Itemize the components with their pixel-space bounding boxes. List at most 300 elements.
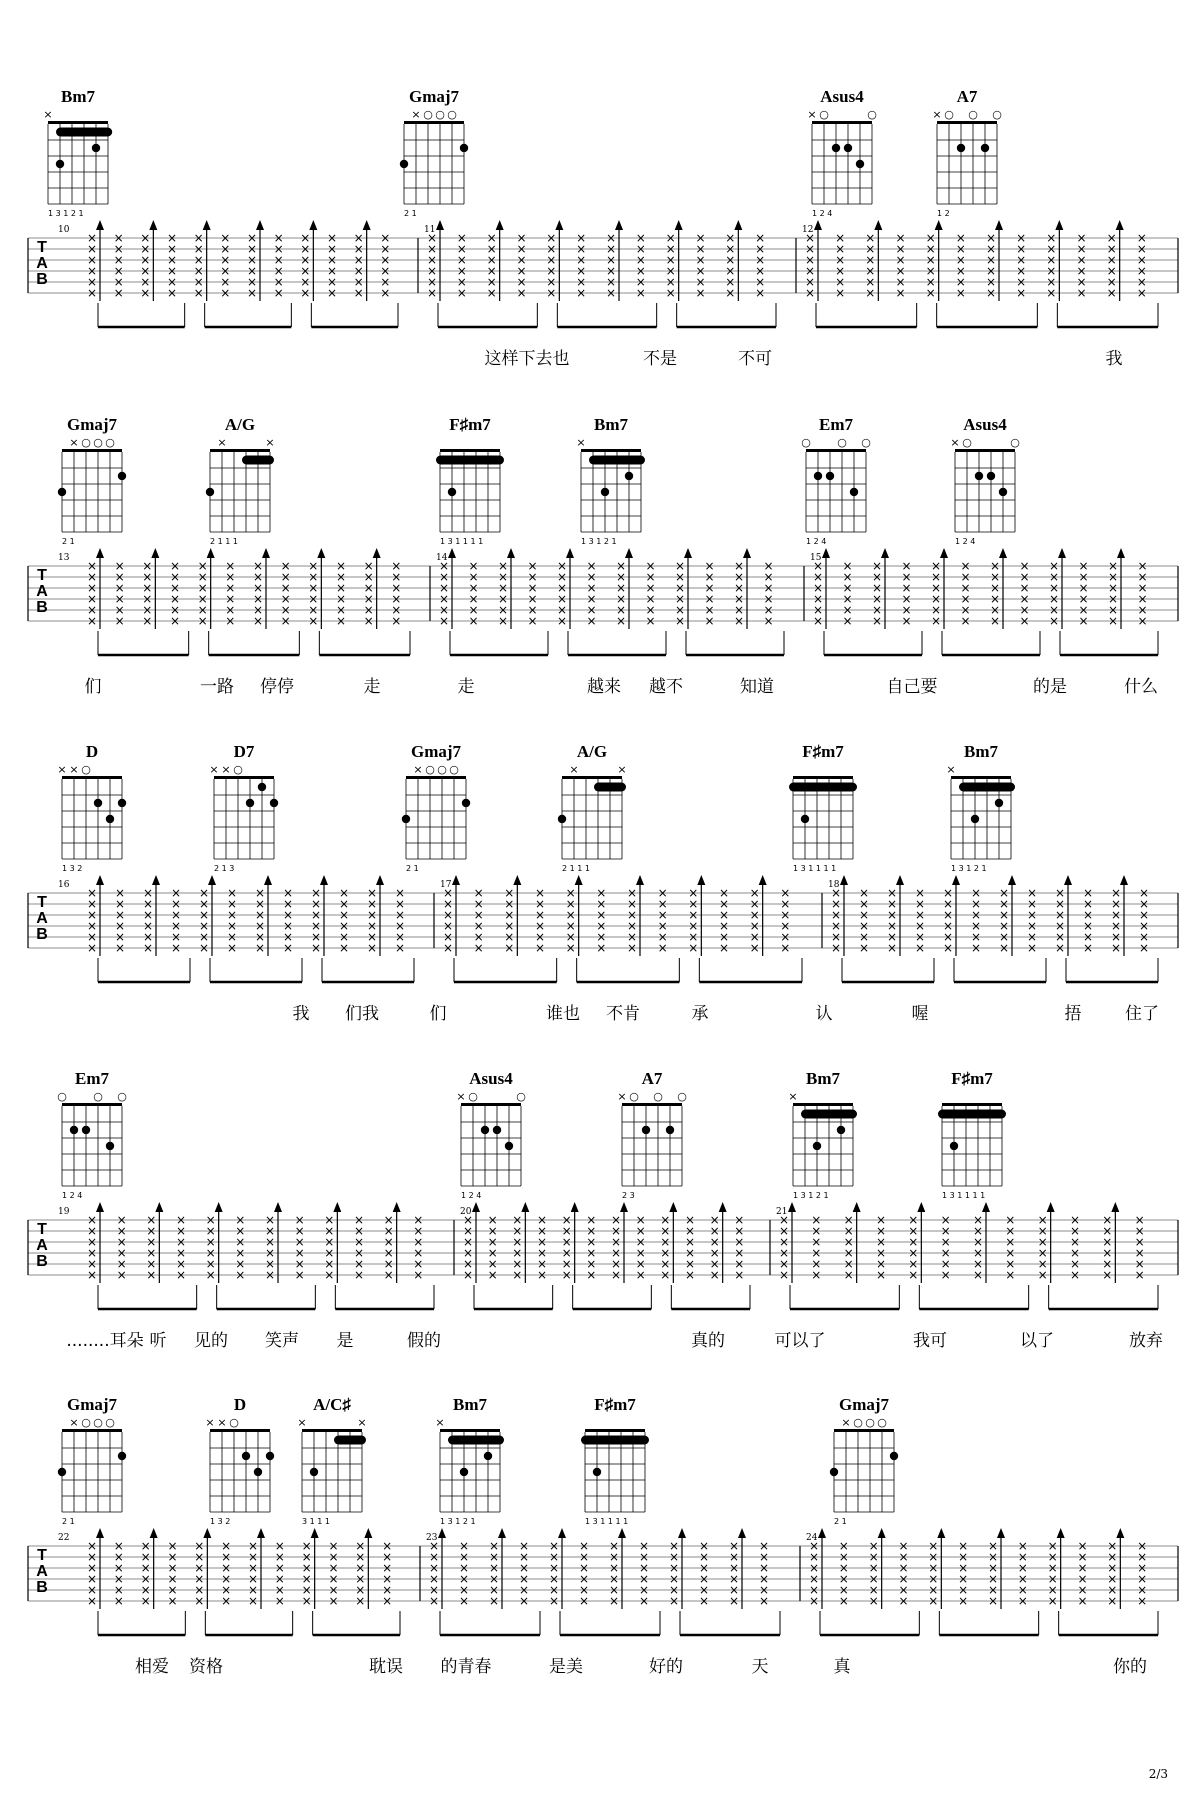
dead-note: × [462,1257,474,1271]
dead-note: × [758,1550,770,1564]
tab-staff [28,548,1178,655]
dead-note: × [527,592,538,606]
dead-note: × [413,1268,424,1282]
dead-note: × [282,897,294,911]
dead-note: × [294,1224,305,1238]
dead-note: × [1107,1561,1118,1575]
dead-note: × [462,1235,474,1249]
dead-note: × [733,581,745,595]
strum-stroke [809,1528,826,1609]
dead-note: × [808,1539,820,1553]
dead-note: × [335,559,347,573]
dead-note: × [734,1235,745,1249]
strum-stroke [627,875,644,956]
dead-note: × [324,1235,335,1249]
strum-stroke [928,1528,945,1609]
strum-stroke [380,231,390,300]
muted-string-mark: × [617,763,627,776]
dead-note: × [1102,1224,1113,1238]
dead-note: × [426,253,438,267]
dead-note: × [167,1550,178,1564]
dead-note: × [382,1561,393,1575]
dead-note: × [605,286,617,300]
dead-note: × [167,1539,178,1553]
measure-number: 23 [426,1533,438,1543]
dead-note: × [1077,1539,1088,1553]
finger-dot [593,1468,601,1476]
dead-note: × [635,264,646,278]
dead-note: × [987,1583,999,1597]
dead-note: × [960,570,971,584]
dead-note: × [462,1268,474,1282]
dead-note: × [1077,1594,1088,1608]
strum-stroke [327,231,337,300]
dead-note: × [1017,1539,1028,1553]
dead-note: × [576,242,587,256]
dead-note: × [426,286,438,300]
tab-clef-letter: B [36,271,48,288]
dead-note: × [668,1572,680,1586]
finger-dot [844,144,852,152]
dead-note: × [308,603,319,617]
finger-dot [801,815,809,823]
dead-note: × [167,1583,178,1597]
strum-stroke [194,1528,211,1609]
chord-name: Em7 [819,415,853,434]
dead-note: × [808,1594,820,1608]
dead-note: × [114,930,126,944]
dead-note: × [438,603,450,617]
dead-note: × [898,1572,909,1586]
measure-number: 24 [806,1533,818,1543]
dead-note: × [886,941,898,955]
dead-note: × [301,1572,312,1586]
dead-note: × [383,1235,394,1249]
dead-note: × [615,559,627,573]
chord-diagram [558,742,627,873]
dead-note: × [804,242,816,256]
dead-note: × [635,231,646,245]
dead-note: × [86,886,98,900]
lyric-text: 的青春 [440,1657,492,1677]
dead-note: × [113,1561,124,1575]
measure-number: 22 [58,1533,70,1543]
dead-note: × [1046,286,1057,300]
dead-note: × [353,1257,365,1271]
measure-number: 20 [460,1207,472,1217]
arrow-head [309,220,317,230]
dead-note: × [335,570,347,584]
dead-note: × [734,1224,745,1238]
dead-note: × [908,1257,919,1271]
dead-note: × [246,275,258,289]
string-marks [205,1416,238,1429]
finger-dot [890,1452,898,1460]
strum-stroke [498,548,515,629]
finger-dot [625,472,633,480]
dead-note: × [413,1224,424,1238]
strum-stroke [1077,1539,1087,1608]
arrow-head [636,875,644,885]
dead-note: × [668,1561,680,1575]
dead-note: × [516,275,527,289]
chord-name: Bm7 [594,415,628,434]
strum-stroke [221,1539,231,1608]
chord-name: Gmaj7 [66,415,118,434]
dead-note: × [665,231,676,245]
dead-note: × [169,581,181,595]
dead-note: × [780,908,791,922]
dead-note: × [955,275,966,289]
tab-clef-letter: A [36,910,48,927]
dead-note: × [586,559,597,573]
dead-note: × [86,614,98,628]
dead-note: × [930,570,942,584]
dead-note: × [273,231,284,245]
measure-number: 10 [58,225,70,235]
dead-note: × [512,1246,523,1260]
dead-note: × [668,1583,680,1597]
strum-stroke [780,886,790,955]
dead-note: × [1110,930,1122,944]
arrow-head [262,548,270,558]
dead-note: × [458,1594,470,1608]
dead-note: × [382,1583,393,1597]
arrow-head [1058,548,1066,558]
dead-note: × [626,930,638,944]
dead-note: × [985,231,997,245]
dead-note: × [998,886,1010,900]
dead-note: × [989,614,1001,628]
dead-note: × [749,941,760,955]
strum-stroke [636,1213,646,1282]
measure-number: 19 [58,1207,70,1217]
arrow-head [878,1528,886,1538]
tab-staff [28,220,1178,327]
dead-note: × [254,908,266,922]
open-string-mark: ○ [853,1416,863,1429]
chord-nut [834,1429,894,1432]
dead-note: × [1016,253,1027,267]
dead-note: × [170,886,182,900]
dead-note: × [1047,1572,1058,1586]
dead-note: × [998,941,1010,955]
open-string-mark: ○ [105,1416,115,1429]
strum-stroke [835,231,845,300]
dead-note: × [1082,919,1094,933]
dead-note: × [114,570,125,584]
muted-string-mark: × [297,1416,307,1429]
arrow-head [363,220,371,230]
strum-stroke [549,1528,566,1609]
dead-note: × [473,897,484,911]
dead-note: × [140,1561,151,1575]
dead-note: × [1046,242,1057,256]
dead-note: × [220,275,231,289]
dead-note: × [865,231,876,245]
dead-note: × [221,1583,232,1597]
dead-note: × [1138,930,1150,944]
chord-diagram [938,1069,1006,1200]
dead-note: × [300,264,311,278]
arrow-head [788,1202,796,1212]
dead-note: × [353,1268,365,1282]
dead-note: × [310,941,322,955]
dead-note: × [608,1594,620,1608]
finger-numbers: 1 3 2 [62,864,83,873]
dead-note: × [175,1257,187,1271]
chord-diagram [206,415,275,546]
chord-diagram [789,742,857,873]
dead-note: × [308,570,319,584]
dead-note: × [565,897,576,911]
dead-note: × [698,1539,710,1553]
dead-note: × [901,581,912,595]
dead-note: × [626,886,638,900]
dead-note: × [830,908,842,922]
chord-diagram [456,1069,525,1200]
dead-note: × [383,1268,394,1282]
dead-note: × [518,1572,530,1586]
chord-name: Bm7 [453,1395,487,1414]
muted-string-mark: × [43,108,53,121]
lyric-text: 真的 [691,1331,725,1351]
dead-note: × [838,1583,849,1597]
chord-name: Gmaj7 [838,1395,890,1414]
strum-stroke [1111,875,1128,956]
string-marks [209,763,242,776]
finger-numbers: 1 3 1 2 1 [48,209,84,218]
tab-clef-letter: A [36,255,48,272]
finger-dot [68,128,76,136]
dead-note: × [578,1550,590,1564]
chord-barre [594,783,626,792]
dead-note: × [972,1224,984,1238]
dead-note: × [928,1539,939,1553]
dead-note: × [442,908,454,922]
dead-note: × [534,941,546,955]
dead-note: × [338,908,350,922]
dead-note: × [300,286,311,300]
dead-note: × [140,286,151,300]
dead-note: × [426,231,438,245]
dead-note: × [86,1572,98,1586]
dead-note: × [426,242,438,256]
dead-note: × [998,897,1010,911]
dead-note: × [930,603,942,617]
strum-stroke [645,559,655,628]
dead-note: × [86,603,98,617]
dead-note: × [142,592,153,606]
open-string-mark: ○ [468,1090,478,1103]
chord-nut [440,1429,500,1432]
arrow-head [364,1528,372,1538]
dead-note: × [328,1594,339,1608]
dead-note: × [1005,1213,1016,1227]
dead-note: × [758,1561,770,1575]
dead-note: × [382,1550,393,1564]
dead-note: × [140,264,151,278]
dead-note: × [698,1594,710,1608]
strum-stroke [562,1202,579,1283]
dead-note: × [142,614,153,628]
tab-clef-letter: T [37,567,47,584]
dead-note: × [989,603,1001,617]
dead-note: × [704,570,715,584]
arrow-head [96,1528,104,1538]
strum-stroke [225,559,235,628]
dead-note: × [728,1550,740,1564]
lyric-text: 不是 [643,349,677,369]
chord-diagram [400,87,468,218]
dead-note: × [586,570,597,584]
strum-stroke [255,875,272,956]
dead-note: × [442,897,454,911]
chord-name: Gmaj7 [410,742,462,761]
strum-stroke [302,1528,319,1609]
finger-dot [558,815,566,823]
dead-note: × [871,581,883,595]
dead-note: × [546,286,557,300]
dead-note: × [548,1561,560,1575]
finger-dot [118,1452,126,1460]
dead-note: × [610,1235,622,1249]
dead-note: × [413,1257,424,1271]
dead-note: × [488,1561,500,1575]
dead-note: × [657,919,668,933]
dead-note: × [86,1583,98,1597]
dead-note: × [142,581,153,595]
dead-note: × [205,1257,216,1271]
dead-note: × [518,1561,530,1575]
dead-note: × [252,581,264,595]
dead-note: × [660,1268,671,1282]
dead-note: × [246,286,258,300]
lyric-text: 好的 [649,1657,683,1677]
finger-dot [981,144,989,152]
dead-note: × [684,1246,696,1260]
dead-note: × [958,1594,969,1608]
string-marks [569,763,626,776]
dead-note: × [1082,886,1094,900]
dead-note: × [755,286,766,300]
strum-stroke [176,1213,186,1282]
dead-note: × [468,603,479,617]
dead-note: × [835,264,846,278]
dead-note: × [497,603,509,617]
dead-note: × [86,919,98,933]
dead-note: × [113,1594,124,1608]
dead-note: × [835,286,846,300]
strum-stroke [487,220,504,301]
dead-note: × [635,242,646,256]
strum-stroke [537,1213,547,1282]
dead-note: × [458,1583,470,1597]
lyric-text: 相爱 [135,1657,169,1677]
dead-note: × [166,275,178,289]
strum-stroke [606,220,623,301]
dead-note: × [758,1583,770,1597]
dead-note: × [1134,1257,1145,1271]
open-string-mark: ○ [117,1090,127,1103]
chord-name: F♯m7 [951,1069,993,1088]
dead-note: × [1107,581,1119,595]
dead-note: × [116,1213,127,1227]
dead-note: × [169,592,181,606]
dead-note: × [86,581,98,595]
dead-note: × [835,275,846,289]
chord-diagram [435,1395,504,1526]
strum-stroke [611,1202,628,1283]
dead-note: × [86,592,98,606]
dead-note: × [605,264,617,278]
dead-note: × [247,1583,259,1597]
dead-note: × [394,908,406,922]
dead-note: × [462,1246,474,1260]
dead-note: × [733,603,745,617]
muted-string-mark: × [569,763,579,776]
dead-note: × [895,264,906,278]
strum-stroke [248,1528,265,1609]
strum-stroke [382,1539,392,1608]
dead-note: × [1016,231,1027,245]
dead-note: × [645,581,656,595]
strum-stroke [669,1528,686,1609]
dead-note: × [518,1539,530,1553]
dead-note: × [718,897,730,911]
finger-dot [246,799,254,807]
system-5 [28,1395,1178,1677]
dead-note: × [886,930,898,944]
dead-note: × [725,231,736,245]
dead-note: × [875,1224,887,1238]
dead-note: × [363,592,374,606]
dead-note: × [1069,1213,1081,1227]
strum-stroke [685,1213,695,1282]
dead-note: × [1110,886,1122,900]
arrow-head [96,220,104,230]
strum-stroke [895,231,905,300]
dead-note: × [615,603,627,617]
dead-note: × [586,1213,597,1227]
dead-note: × [254,919,266,933]
finger-numbers: 1 2 4 [955,537,976,546]
chord-name: Asus4 [963,415,1007,434]
strum-stroke [988,1528,1005,1609]
dead-note: × [225,603,236,617]
dead-note: × [534,919,546,933]
dead-note: × [955,253,966,267]
dead-note: × [987,1539,999,1553]
strum-stroke [586,559,596,628]
dead-note: × [725,264,736,278]
dead-note: × [960,603,971,617]
dead-note: × [868,1561,879,1575]
arrow-head [684,548,692,558]
dead-note: × [688,908,699,922]
chord-name: F♯m7 [594,1395,636,1414]
chord-diagram [58,1395,126,1526]
dead-note: × [497,581,509,595]
strum-stroke [872,548,889,629]
dead-note: × [942,919,954,933]
dead-note: × [914,930,926,944]
muted-string-mark: × [69,1416,79,1429]
dead-note: × [989,592,1001,606]
dead-note: × [1019,570,1030,584]
dead-note: × [1076,253,1087,267]
dead-note: × [576,275,587,289]
